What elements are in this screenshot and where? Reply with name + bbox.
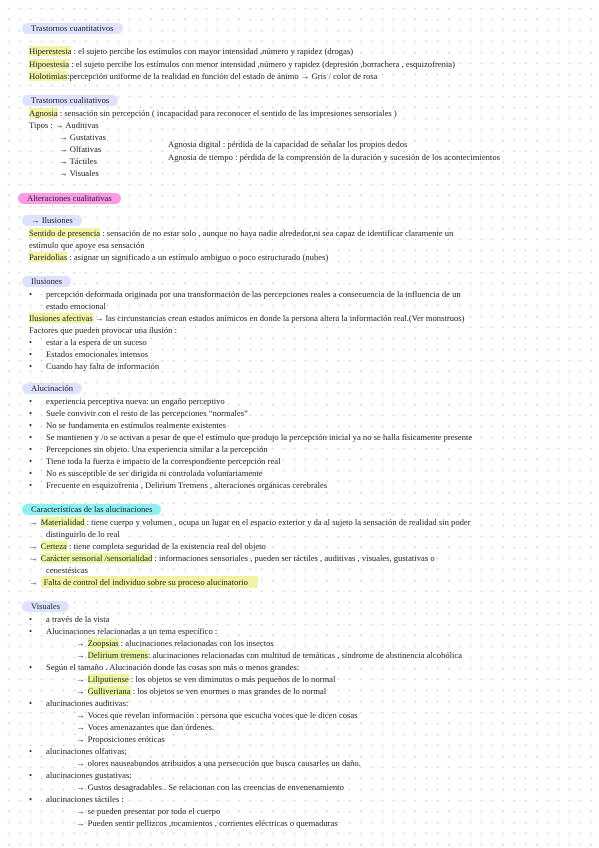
caracter-cont: cenestésicas bbox=[46, 565, 88, 575]
auditiva-item: → Proposiciones eróticas bbox=[76, 734, 165, 744]
zoopsias-line: → Zoopsias : alucinaciones relacionadas con los insectos bbox=[76, 638, 274, 648]
olfativa-text: olores nauseabundos atribuidos a una persecución que busca causarles un daño. bbox=[87, 758, 361, 768]
ilusion-def: percepción deformada originada por una transformación de las percepciones reales a consecuencia de la influencia de un bbox=[46, 289, 461, 299]
bullet-dot: • bbox=[29, 626, 33, 636]
factor-item: estar a la espera de un suceso bbox=[46, 337, 147, 347]
auditiva-item: → Voces que revelan información : persona que escucha voces que le dicen cosas bbox=[76, 710, 358, 720]
bullet-dot: • bbox=[29, 337, 33, 347]
section-title-cuantitativos: Trastornos cuantitativos bbox=[22, 23, 123, 34]
visuales-item: Alucinaciones relacionadas a un tema específico : bbox=[46, 626, 218, 636]
tipo-olfativas: → Olfativas bbox=[59, 144, 102, 154]
bullet-dot: • bbox=[29, 361, 33, 371]
bullet-dot: • bbox=[29, 289, 33, 299]
term-afectivas: Ilusiones afectivas bbox=[29, 313, 93, 323]
bullet-dot: • bbox=[29, 396, 33, 406]
auditiva-item: → Voces amenazantes que dan órdenes. bbox=[76, 722, 215, 732]
term-gulliveriana: Gulliveriana bbox=[87, 686, 131, 696]
tipos-line: Tipos : → Auditivas bbox=[29, 120, 99, 130]
term-materialidad: Materialidad bbox=[40, 517, 85, 527]
visuales-item: alucinaciones auditivas: bbox=[46, 698, 129, 708]
section-title-ilusiones-sub: → Ilusiones bbox=[22, 215, 82, 226]
text-hipoestesia: : el sujeto percibe los estímulos con menor intensidad ,número y rapidez (depresión ,borrachera , esquizofrenia) bbox=[69, 59, 455, 69]
term-falta-control: Falta de control del individuo sobre su proceso alucinatorio bbox=[41, 576, 258, 588]
bullet-dot: • bbox=[29, 444, 33, 454]
factor-item: Cuando hay falta de información bbox=[46, 361, 160, 371]
agnosia-digital: Agnosia digital : pérdida de la capacidad de señalar los propios dedos bbox=[168, 139, 408, 149]
tactil-item: → Pueden sentir pellizcos ,tocamientos , corrientes eléctricas o quemaduras bbox=[76, 818, 338, 828]
presencia-cont: estímulo que apoye esa sensación bbox=[29, 240, 145, 250]
text-hiperestesia: : el sujeto percibe los estímulos con mayor intensidad ,número y rapidez (drogas) bbox=[71, 46, 354, 56]
term-zoopsias: Zoopsias bbox=[87, 638, 119, 648]
term-delirium: Delirium tremens bbox=[87, 650, 148, 660]
visuales-item: alucinaciones gustativas: bbox=[46, 770, 132, 780]
section-title-alteraciones: Alteraciones cualitativas bbox=[18, 193, 121, 204]
bullet-dot: • bbox=[29, 420, 33, 430]
materialidad-line: → Materialidad : tiene cuerpo y volumen , ocupa un lugar en el espacio exterior y da al sujeto la sensación de realidad sin poder bbox=[29, 517, 471, 527]
alucinacion-item: Frecuente en esquizofrenia , Delirium Tremens , alteraciones orgánicas cerebrales bbox=[46, 480, 328, 490]
bullet-dot: • bbox=[29, 456, 33, 466]
visuales-item: a través de la vista bbox=[46, 614, 110, 624]
bullet-dot: • bbox=[29, 349, 33, 359]
agnosia-line bbox=[29, 108, 397, 119]
bullet-dot: • bbox=[29, 662, 33, 672]
section-title-ilusiones: Ilusiones bbox=[22, 276, 71, 287]
visuales-item: alucinaciones táctiles : bbox=[46, 794, 124, 804]
alucinacion-item: experiencia perceptiva nueva: un engaño perceptivo bbox=[46, 396, 225, 406]
tipo-tactiles: → Táctiles bbox=[59, 156, 97, 166]
bullet-dot: • bbox=[29, 770, 33, 780]
text-gulliveriana: : los objetos se ven enormes o mas grandes de lo normal bbox=[130, 686, 327, 696]
visuales-item: Según el tamaño . Alucinación donde las cosas son más o menos grandes: bbox=[46, 662, 300, 672]
term-holotimias: Holotimias bbox=[29, 71, 68, 81]
auditiva-text: Voces que revelan información : persona que escucha voces que le dicen cosas bbox=[87, 710, 358, 720]
alucinacion-item: No se fundamenta en estímulos realmente existentes bbox=[46, 420, 226, 430]
tactil-item: → se pueden presentar por todo el cuerpo bbox=[76, 806, 221, 816]
alucinacion-item: Tiene toda la fuerza e impacto de la correspondiente percepción real bbox=[46, 456, 281, 466]
tipo-gustativas: → Gustativas bbox=[59, 132, 107, 142]
section-title-visuales: Visuales bbox=[22, 601, 69, 612]
section-title-caracteristicas: Características de las alucinaciones bbox=[22, 504, 161, 515]
alucinacion-item: Percepciones sin objeto. Una experiencia similar a la percepción bbox=[46, 444, 268, 454]
text-pareidolias: : asignar un significado a un estímulo ambiguo o poco estructurado (nubes) bbox=[67, 252, 329, 262]
bullet-dot: • bbox=[29, 794, 33, 804]
bullet-dot: • bbox=[29, 408, 33, 418]
text-liliputiense: : los objetos se ven diminutos o más pequeños de lo normal bbox=[128, 674, 336, 684]
liliputiense-line: → Liliputiense : los objetos se ven diminutos o más pequeños de lo normal bbox=[76, 674, 336, 684]
presencia-line bbox=[29, 228, 453, 239]
falta-line: → Falta de control del individuo sobre su proceso alucinatorio bbox=[29, 577, 258, 588]
term-presencia: Sentido de presencia bbox=[29, 228, 101, 238]
term-pareidolias: Pareidolias bbox=[29, 252, 68, 262]
afectivas-line bbox=[29, 313, 465, 324]
visuales-item: alucinaciones olfativas; bbox=[46, 746, 127, 756]
bullet-dot: • bbox=[29, 746, 33, 756]
bullet-dot: • bbox=[29, 432, 33, 442]
section-title-alucinacion: Alucinación bbox=[22, 383, 82, 394]
gulliveriana-line: → Gulliveriana : los objetos se ven enormes o mas grandes de lo normal bbox=[76, 686, 327, 696]
tipo-visuales: → Visuales bbox=[59, 168, 99, 178]
term-certeza: Certeza bbox=[40, 541, 67, 551]
text-certeza: : tiene completa seguridad de la existencia real del objeto bbox=[66, 541, 266, 551]
hipoestesia-line bbox=[29, 59, 455, 70]
text-agnosia: : sensación sin percepción ( incapacidad para reconocer el sentido de las impresiones sensoriales ) bbox=[57, 108, 397, 118]
delirium-line: → Delirium tremens: alucinaciones relacionadas con multitud de temáticas , síndrome de abstinencia alcohólica bbox=[76, 650, 463, 660]
term-agnosia: Agnosia bbox=[29, 108, 58, 118]
alucinacion-item: Suele convivir con el resto de las percepciones “normales” bbox=[46, 408, 248, 418]
factores-line: Factores que pueden provocar una ilusión : bbox=[29, 325, 177, 335]
auditiva-text: Proposiciones eróticas bbox=[87, 734, 165, 744]
gustativa-text: Gustos desagradables . Se relacionan con las creencias de envenenamiento bbox=[87, 782, 344, 792]
tactil-text: se pueden presentar por todo el cuerpo bbox=[87, 806, 221, 816]
text-caracter: : informaciones sensoriales , pueden ser táctiles , auditivas , visuales, gustativas o bbox=[152, 553, 435, 563]
agnosia-tiempo: Agnosia de tiempo : pérdida de la comprensión de la duración y sucesión de los acontecimientos bbox=[168, 152, 500, 162]
bullet-dot: • bbox=[29, 480, 33, 490]
hiperestesia-line bbox=[29, 46, 353, 57]
term-hipoestesia: Hipoestesia bbox=[29, 59, 70, 69]
text-afectivas: → las circunstancias crean estados anímicos en donde la persona altera la información real.(Ver monstruos) bbox=[92, 313, 465, 323]
term-liliputiense: Liliputiense bbox=[87, 674, 129, 684]
materialidad-cont: distinguirlo de lo real bbox=[46, 529, 120, 539]
certeza-line: → Certeza : tiene completa seguridad de la existencia real del objeto bbox=[29, 541, 266, 551]
holotimias-line bbox=[29, 71, 377, 82]
pareidolias-line bbox=[29, 252, 328, 263]
term-hiperestesia: Hiperestesia bbox=[29, 46, 72, 56]
text-zoopsias: : alucinaciones relacionadas con los insectos bbox=[118, 638, 274, 648]
text-presencia: : sensación de no estar solo , aunque no haya nadie alrededor,ni sea capaz de identificar claramente un bbox=[100, 228, 454, 238]
section-title-cualitativos: Trastornos cualitativos bbox=[22, 95, 118, 106]
text-holotimias: :percepción uniforme de la realidad en función del estado de ánimo → Gris / color de rosa bbox=[67, 71, 378, 81]
bullet-dot: • bbox=[29, 698, 33, 708]
alucinacion-item: Se mantienen y /o se activan a pesar de que el estímulo que produjo la percepción inicial ya no se halla físicamente presente bbox=[46, 432, 473, 442]
term-caracter: Carácter sensorial /sensorialidad bbox=[40, 553, 153, 563]
ilusion-def-cont: estado emocional bbox=[46, 301, 106, 311]
bullet-dot: • bbox=[29, 614, 33, 624]
caracter-line: → Carácter sensorial /sensorialidad : informaciones sensoriales , pueden ser táctiles , auditivas , visuales, gustativas o bbox=[29, 553, 435, 563]
auditiva-text: Voces amenazantes que dan órdenes. bbox=[87, 722, 215, 732]
alucinacion-item: No es susceptible de ser dirigida ni controlada voluntariamente bbox=[46, 468, 263, 478]
text-materialidad: : tiene cuerpo y volumen , ocupa un lugar en el espacio exterior y da al sujeto la sensación de realidad sin poder bbox=[84, 517, 471, 527]
text-delirium: : alucinaciones relacionadas con multitud de temáticas , síndrome de abstinencia alcohólica bbox=[147, 650, 463, 660]
gustativa-item: → Gustos desagradables . Se relacionan con las creencias de envenenamiento bbox=[76, 782, 344, 792]
tactil-text: Pueden sentir pellizcos ,tocamientos , corrientes eléctricas o quemaduras bbox=[87, 818, 338, 828]
factor-item: Estados emocionales intensos bbox=[46, 349, 149, 359]
olfativa-item: → olores nauseabundos atribuidos a una persecución que busca causarles un daño. bbox=[76, 758, 361, 768]
bullet-dot: • bbox=[29, 468, 33, 478]
